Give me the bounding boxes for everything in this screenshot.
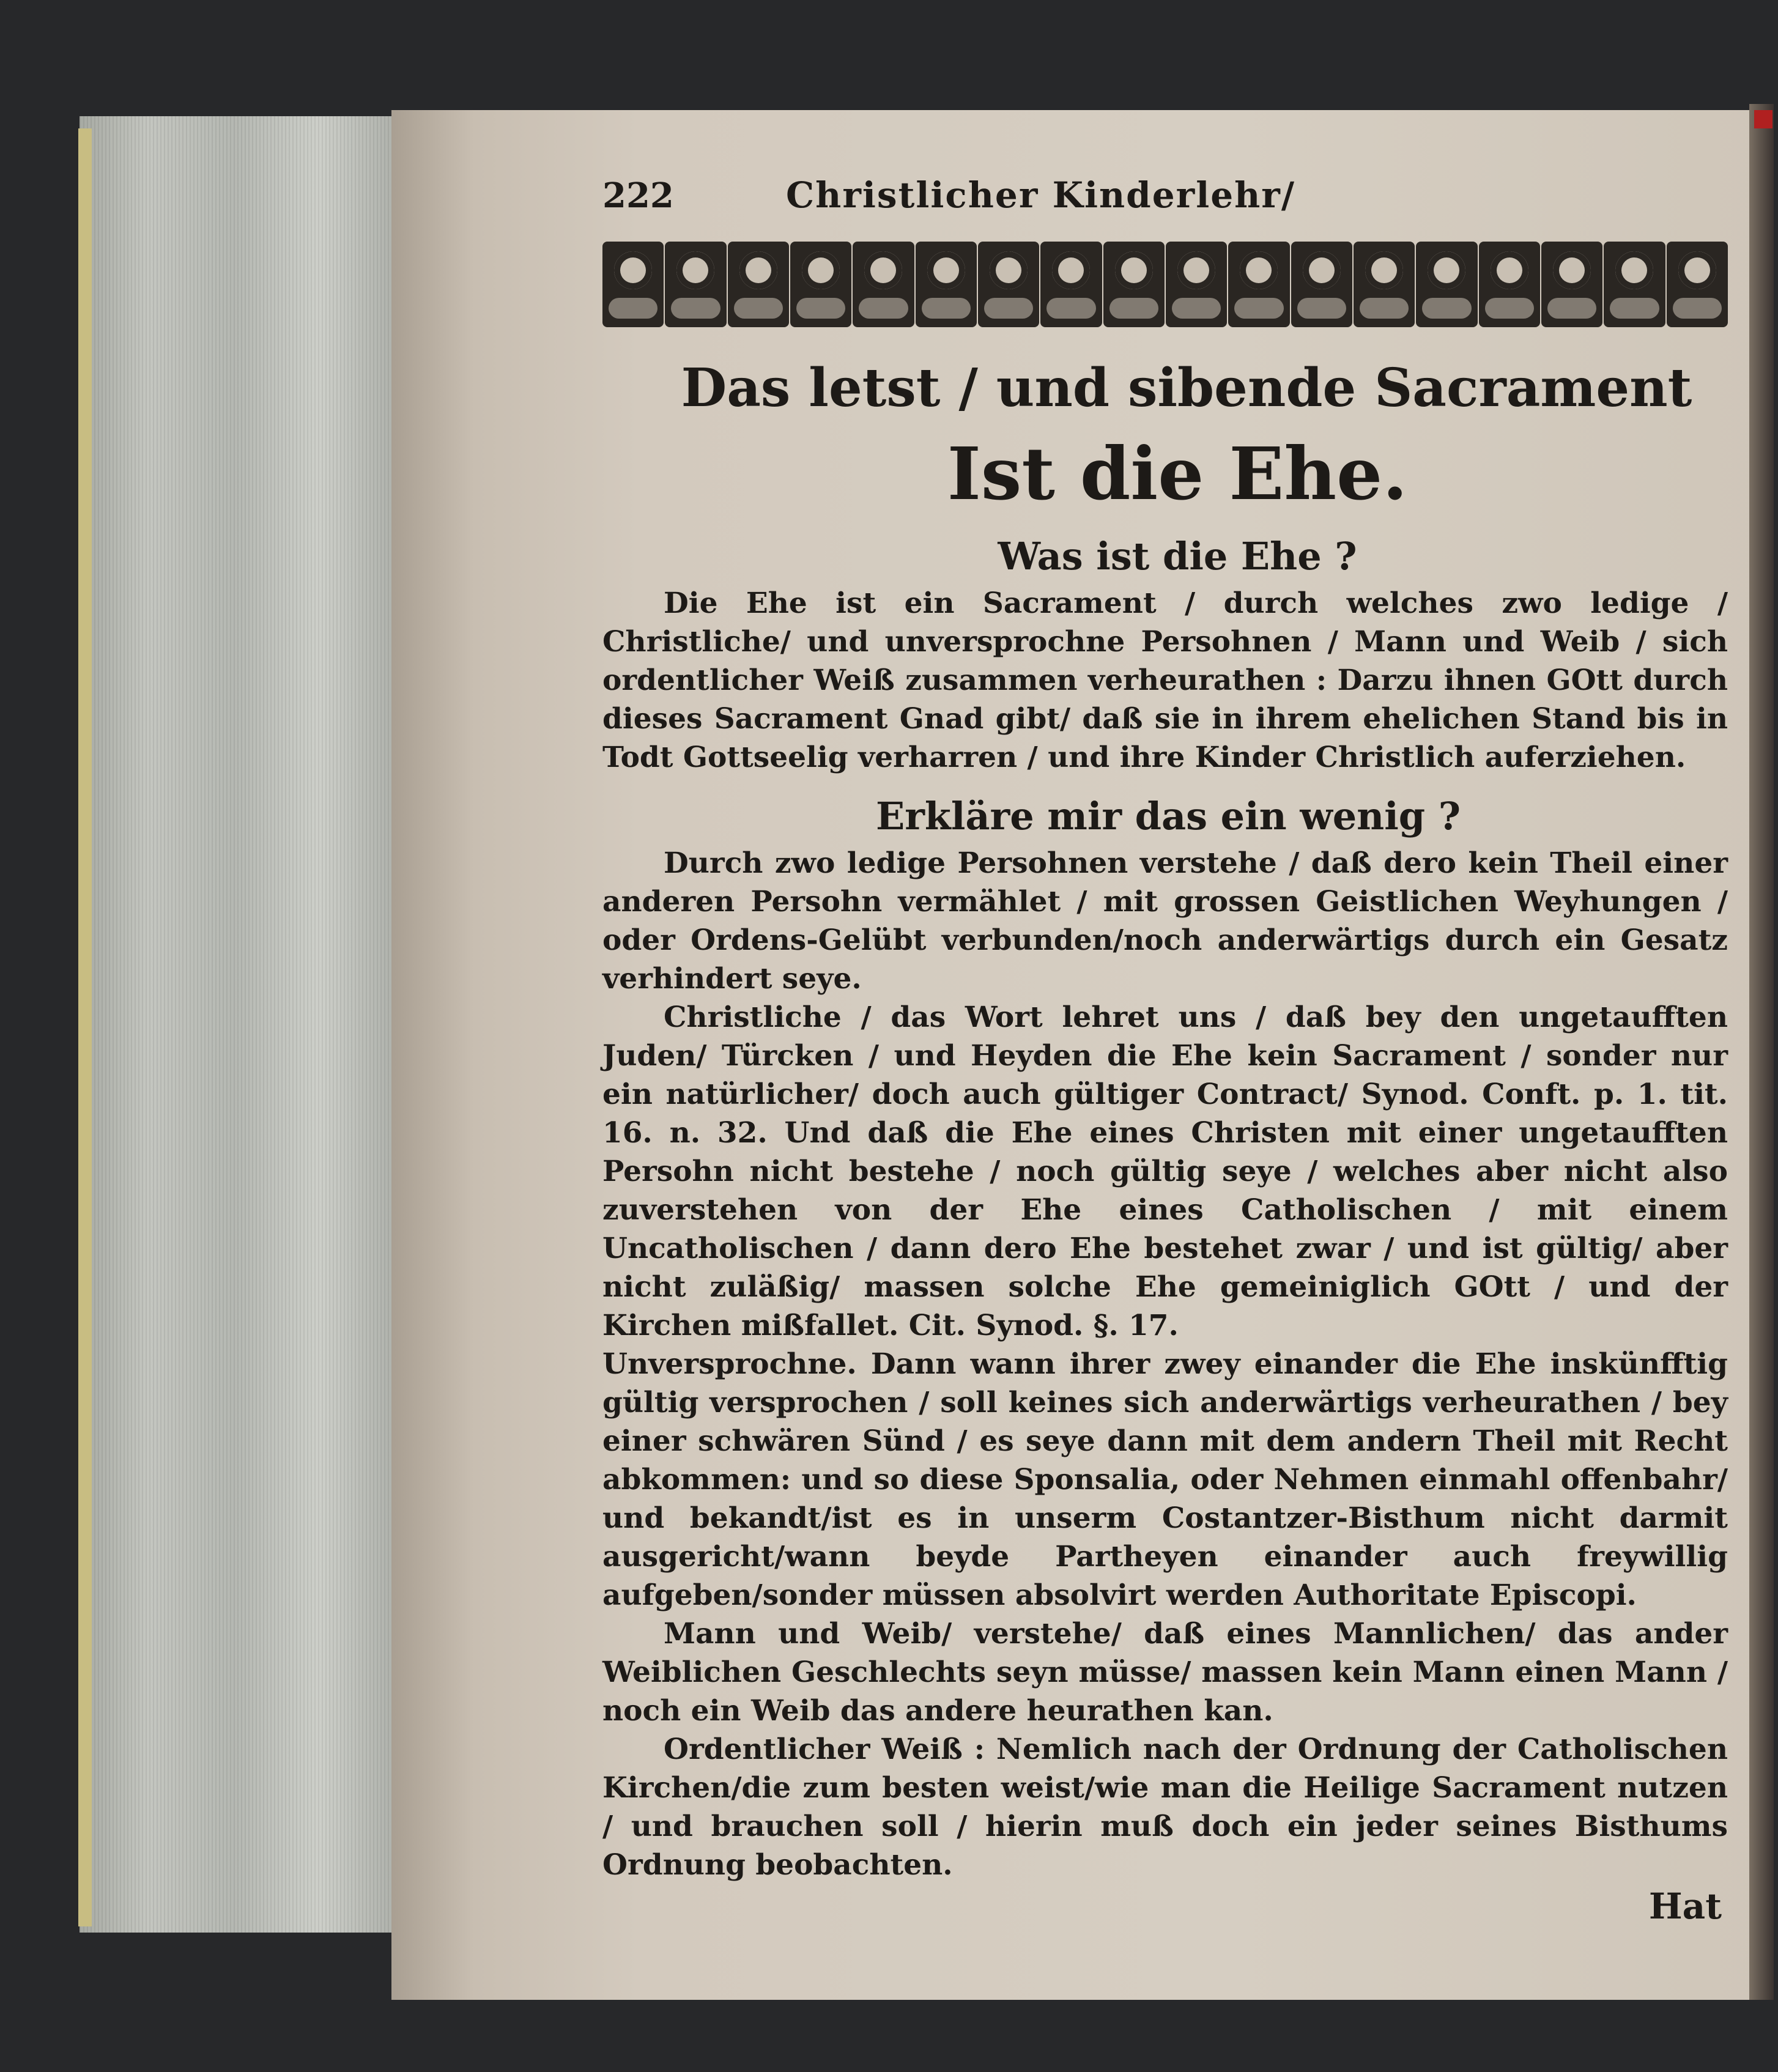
body-paragraph: Ordentlicher Weiß : Nemlich nach der Ordnung der Catholischen Kirchen/die zum besten weist/wie man die Heilige Sacrament nutzen / und brauchen soll / hierin muß doch ein jeder seines Bisthums Ordnung beobachten.: [602, 1733, 1728, 1882]
ornament-flower-icon: [790, 242, 851, 327]
book-cover-edge: [78, 128, 92, 1926]
body-paragraph: Christliche / das Wort lehret uns / daß bey den ungetaufften Juden/ Türcken / und Heyden die Ehe kein Sacrament / sonder nur ein natürlicher/ doch auch gültiger Contract/ Synod. Conft. p. 1. tit. 16. n. 32. Und daß die Ehe eines Christen mit einer ungetaufften Persohn nicht bestehe / noch gültig seye / welches aber nicht also zuverstehen von der Ehe eines Catholischen / mit einem Uncatholischen / dann dero Ehe bestehet zwar / und ist gültig/ aber nicht zuläßig/ massen solche Ehe gemeiniglich GOtt / und der Kirchen mißfallet. Cit. Synod. §. 17.: [602, 1001, 1728, 1342]
ornament-flower-icon: [602, 242, 664, 327]
answer-paragraph: Die Ehe ist ein Sacrament / durch welches zwo ledige / Christliche/ und unversprochne Persohnen / Mann und Weib / sich ordentlicher Weiß zusammen verheurathen : Darzu ihnen GOtt durch dieses Sacrament Gnad gibt/ daß sie in ihrem ehelichen Stand bis in Todt Gottseelig verharren / und ihre Kinder Christlich auferziehen.: [602, 586, 1728, 774]
ornament-flower-icon: [978, 242, 1039, 327]
body-paragraph: Mann und Weib/ verstehe/ daß eines Mannlichen/ das ander Weiblichen Geschlechts seyn müsse/ massen kein Mann einen Mann / noch ein Weib das andere heurathen kan.: [602, 1617, 1728, 1728]
catchword: Hat: [1648, 1885, 1722, 1927]
ornament-band: [602, 242, 1728, 327]
book-fore-edge: [80, 116, 422, 1933]
chapter-title: Das letst / und sibende Sacrament: [681, 357, 1692, 419]
ornament-flower-icon: [1040, 242, 1102, 327]
ornament-flower-icon: [916, 242, 977, 327]
page-header: [602, 174, 1728, 229]
ornament-flower-icon: [1541, 242, 1602, 327]
body-paragraph: Durch zwo ledige Persohnen verstehe / daß dero kein Theil einer anderen Persohn vermählet / mit grossen Geistlichen Weyhungen / oder Ordens-Gelübt verbunden/noch anderwärtigs durch ein Gesatz verhindert seye.: [602, 846, 1728, 996]
ornament-flower-icon: [1667, 242, 1728, 327]
ornament-flower-icon: [1354, 242, 1415, 327]
book-gutter: [1749, 104, 1774, 2000]
body-paragraph: Unversprochne. Dann wann ihrer zwey einander die Ehe inskünfftig gültig versprochen / soll keines sich anderwärtigs verheurathen / bey einer schwären Sünd / es seye dann mit dem andern Theil mit Recht abkommen: und so diese Sponsalia, oder Nehmen einmahl offenbahr/ und bekandt/ist es in unserm Costantzer-Bisthum nicht darmit ausgericht/wann beyde Partheyen einander auch freywillig aufgeben/sonder müssen absolvirt werden Authoritate Episcopi.: [602, 1347, 1728, 1612]
ornament-flower-icon: [728, 242, 789, 327]
question-heading: Was ist die Ehe ?: [998, 534, 1357, 579]
page-number: 222: [602, 176, 674, 216]
ornament-flower-icon: [1479, 242, 1540, 327]
ornament-flower-icon: [853, 242, 914, 327]
page-content: [602, 174, 1728, 1925]
page-edge-lines: [80, 116, 422, 1933]
bookmark-ribbon: [1754, 110, 1772, 128]
running-head: Christlicher Kinderlehr/: [786, 174, 1296, 216]
ornament-flower-icon: [1604, 242, 1665, 327]
ornament-flower-icon: [1228, 242, 1289, 327]
question-heading: Erkläre mir das ein wenig ?: [875, 794, 1461, 838]
chapter-subtitle: Ist die Ehe.: [947, 431, 1408, 516]
ornament-flower-icon: [1291, 242, 1352, 327]
ornament-flower-icon: [665, 242, 726, 327]
ornament-flower-icon: [1416, 242, 1477, 327]
ornament-flower-icon: [1103, 242, 1165, 327]
ornament-flower-icon: [1166, 242, 1227, 327]
